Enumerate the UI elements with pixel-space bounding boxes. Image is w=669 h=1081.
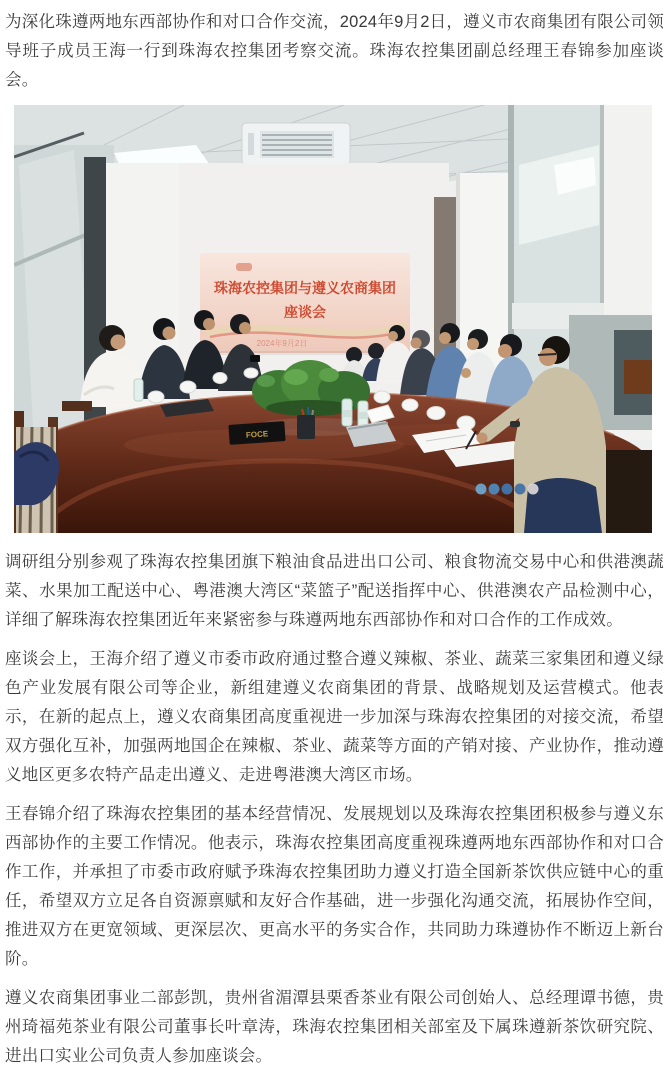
meeting-photo[interactable] xyxy=(14,105,652,533)
tissue-box-label: FOCE xyxy=(245,429,269,440)
screen-date: 2024年9月2日 xyxy=(256,339,308,348)
meeting-photo-graphic xyxy=(14,105,652,533)
article-paragraph: 王春锦介绍了珠海农控集团的基本经营情况、发展规划以及珠海农控集团积极参与遵义东西部协作的主要工作情况。他表示，珠海农控集团高度重视珠遵两地东西部协作和对口合作工作，并承担了市委市政府赋予珠海农控集团助力遵义打造全国新茶饮供应链中心的重任，希望双方立足各自资源禀赋和友好合作基础，进一步强化沟通交流，拓展协作空间，推进双方在更宽领域、更深层次、更高水平的务实合作，共同助力珠遵协作不断迈上新台阶。 xyxy=(5,805,664,968)
article-paragraph: 座谈会上，王海介绍了遵义市委市政府通过整合遵义辣椒、茶业、蔬菜三家集团和遵义绿色产业发展有限公司等企业，新组建遵义农商集团的背景、战略规划及运营模式。他表示，在新的起点上，遵义农商集团高度重视进一步加深与珠海农控集团的对接交流，希望双方强化互补，加强两地国企在辣椒、茶业、蔬菜等方面的产销对接、产业协作，推动遵义地区更多农特产品走出遵义、走进粤港澳大湾区市场。 xyxy=(5,650,664,784)
article-paragraph: 遵义农商集团事业二部彭凯，贵州省湄潭县栗香茶业有限公司创始人、总经理谭书德，贵州琦福苑茶业有限公司董事长叶章涛，珠海农控集团相关部室及下属珠遵新茶饮研究院、进出口实业公司负责人参加座谈会。 xyxy=(5,989,664,1065)
glasses-icon xyxy=(538,354,556,355)
article-paragraph: 为深化珠遵两地东西部协作和对口合作交流，2024年9月2日，遵义市农商集团有限公司领导班子成员王海一行到珠海农控集团考察交流。珠海农控集团副总经理王春锦参加座谈会。 xyxy=(5,13,664,89)
chair-back xyxy=(624,360,652,394)
chair-seat xyxy=(606,450,652,533)
tissue-box xyxy=(228,421,285,445)
projection-screen xyxy=(200,253,410,355)
screen-title-line1: 珠海农控集团与遵义农商集团 xyxy=(214,280,396,296)
air-conditioner-vent xyxy=(242,123,350,165)
wristwatch xyxy=(510,421,520,427)
screen-title-line2: 座谈会 xyxy=(284,304,326,320)
article-paragraph: 调研组分别参观了珠海农控集团旗下粮油食品进出口公司、粮食物流交易中心和供港澳蔬菜、水果加工配送中心、粤港澳大湾区“菜篮子”配送指挥中心、供港澳农产品检测中心，详细了解珠海农控集团近年来紧密参与珠遵两地东西部协作和对口合作的工作成效。 xyxy=(5,553,664,629)
